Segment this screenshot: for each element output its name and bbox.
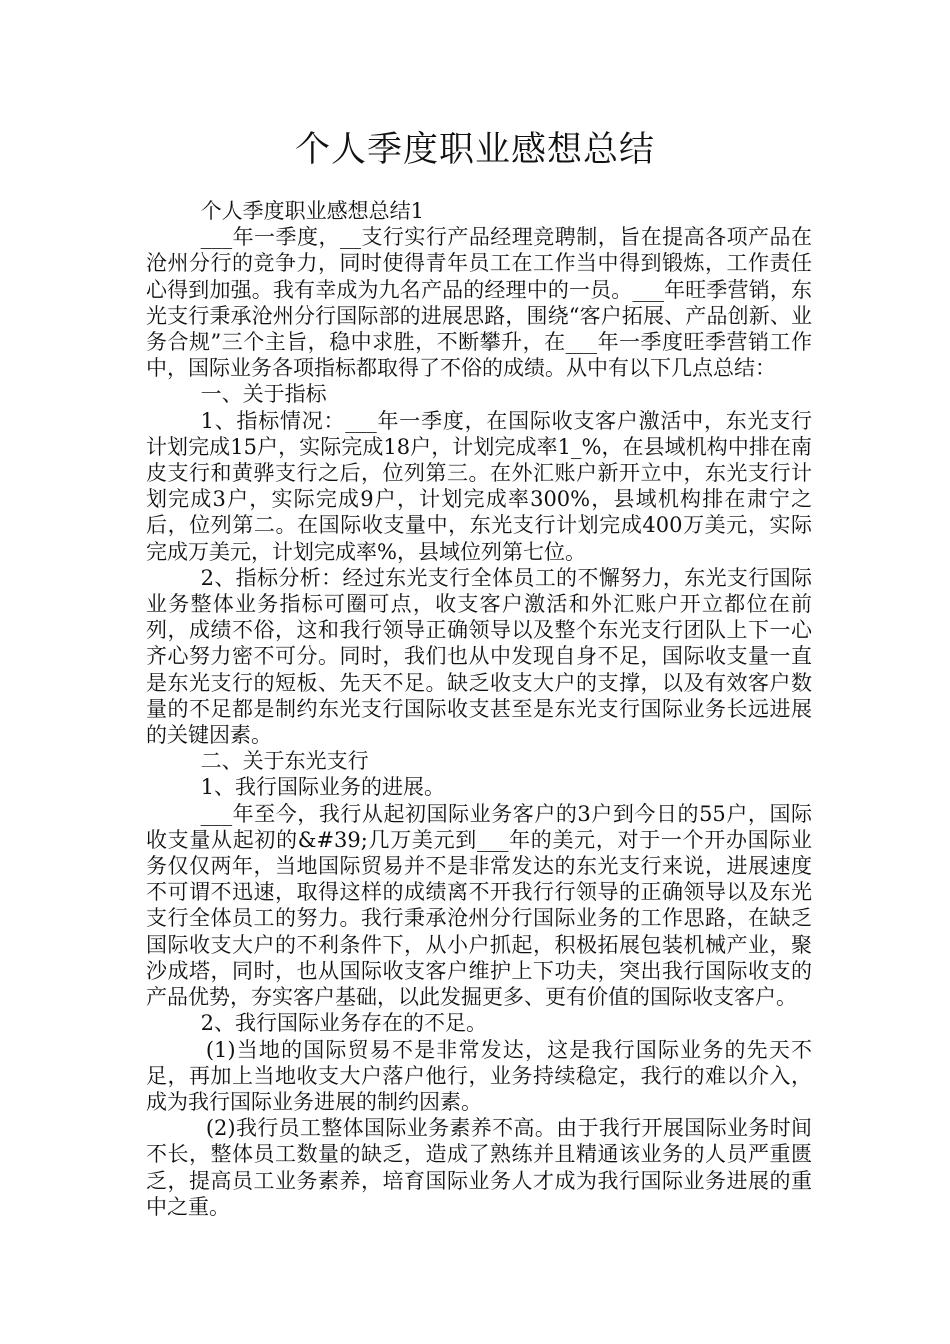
list-item-paragraph: (1)当地的国际贸易不是非常发达，这是我行国际业务的先天不足，再加上当地收支大户落户他行，业务持续稳定，我行的难以介入，成为我行国际业务进展的制约因素。 <box>146 1037 812 1114</box>
section-title: 个人季度职业感想总结1 <box>200 199 424 223</box>
body-paragraph: 2、指标分析：经过东光支行全体员工的不懈努力，东光支行国际业务整体业务指标可圈可点，收支客户激活和外汇账户开立都位在前列，成绩不俗，这和我行领导正确领导以及整个东光支行团队上下一心齐心努力密不可分。同时，我们也从中发现自身不足，国际收支量一直是东光支行的短板、先天不足。缺乏收支大户的支撑，以及有效客户数量的不足都是制约东光支行国际收支甚至是东光支行国际业务长远进展的关键因素。 <box>146 565 812 748</box>
body-paragraph: ___年一季度，__支行实行产品经理竞聘制，旨在提高各项产品在沧州分行的竞争力，同时使得青年员工在工作当中得到锻炼，工作责任心得到加强。我有幸成为九名产品的经理中的一员。___年旺季营销，东光支行秉承沧州分行国际部的进展思路，围绕“客户拓展、产品创新、业务合规”三个主旨，稳中求胜，不断攀升，在___年一季度旺季营销工作中，国际业务各项指标都取得了不俗的成绩。从中有以下几点总结： <box>146 225 812 381</box>
body-paragraph: 1、指标情况：___年一季度，在国际收支客户激活中，东光支行计划完成15户，实际完成18户，计划完成率1_%，在县域机构中排在南皮支行和黄骅支行之后，位列第三。在外汇账户新开立中，东光支行计划完成3户，实际完成9户，计划完成率300%，县域机构排在肃宁之后，位列第二。在国际收支量中，东光支行计划完成400万美元，实际完成万美元，计划完成率%，县域位列第七位。 <box>146 408 812 564</box>
subsection-heading: 1、我行国际业务的进展。 <box>200 775 445 800</box>
document-body <box>146 198 812 1220</box>
list-item-paragraph: (2)我行员工整体国际业务素养不高。由于我行开展国际业务时间不长，整体员工数量的缺乏，造成了熟练并且精通该业务的人员严重匮乏，提高员工业务素养，培育国际业务人才成为我行国际业务进展的重中之重。 <box>146 1116 812 1219</box>
section-heading: 一、关于指标 <box>200 382 327 407</box>
section-heading: 二、关于东光支行 <box>200 749 369 774</box>
subsection-heading: 2、我行国际业务存在的不足。 <box>200 1011 487 1036</box>
document-title: 个人季度职业感想总结 <box>294 130 655 170</box>
body-paragraph: ___年至今，我行从起初国际业务客户的3户到今日的55户，国际收支量从起初的&#39;几万美元到___年的美元，对于一个开办国际业务仅仅两年，当地国际贸易并不是非常发达的东光支行来说，进展速度不可谓不迅速，取得这样的成绩离不开我行行领导的正确领导以及东光支行全体员工的努力。我行秉承沧州分行国际业务的工作思路，在缺乏国际收支大户的不利条件下，从小户抓起，积极拓展包装机械产业，聚沙成塔，同时，也从国际收支客户维护上下功夫，突出我行国际收支的产品优势，夯实客户基础，以此发掘更多、更有价值的国际收支客户。 <box>146 801 812 1010</box>
